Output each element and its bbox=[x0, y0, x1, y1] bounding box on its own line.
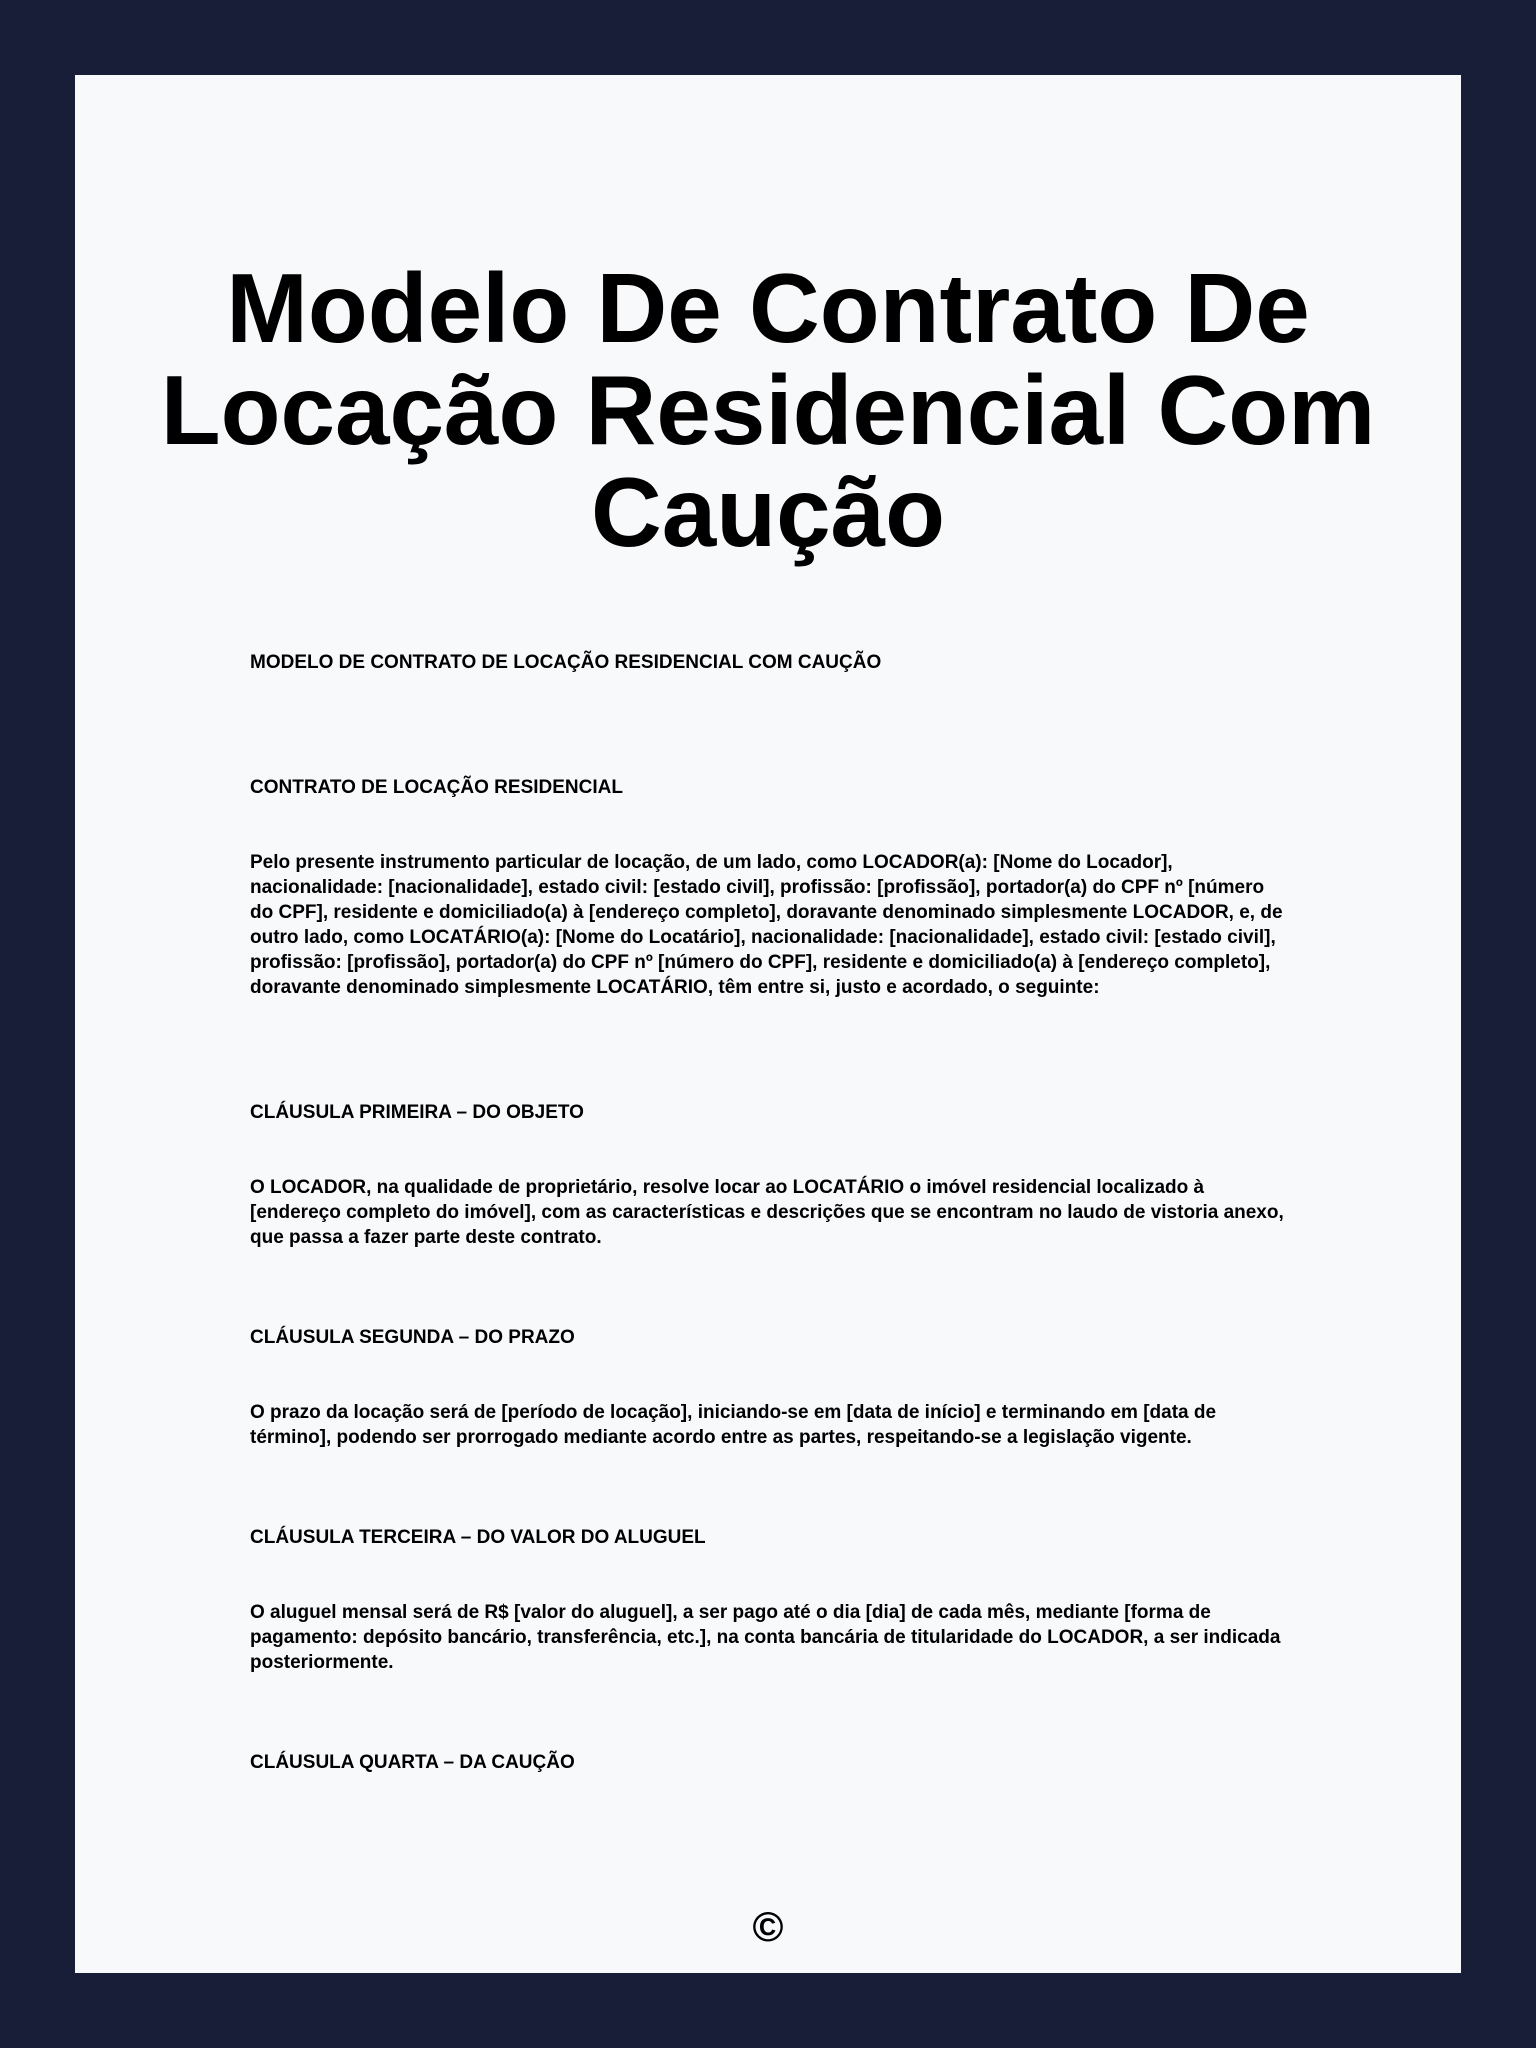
intro-paragraph: Pelo presente instrumento particular de locação, de um lado, como LOCADOR(a): [Nome do Locador], nacionalidade: [nacionalidade], estado civil: [estado civil], profissão: [profissão], portador(a) do CPF nº [número do CPF], residente e domiciliado(a) à [endereço completo], doravante denominado simplesmente LOCADOR, e, de outro lado, como LOCATÁRIO(a): [Nome do Locatário], nacionalidade: [nacionalidade], estado civil: [estado civil], profissão: [profissão], portador(a) do CPF nº [número do CPF], residente e domiciliado(a) à [endereço completo], doravante denominado simplesmente LOCATÁRIO, têm entre si, justo e acordado, o seguinte: bbox=[250, 852, 1283, 998]
clause-heading: CLÁUSULA TERCEIRA – DO VALOR DO ALUGUEL bbox=[250, 1527, 706, 1548]
clause-text: O LOCADOR, na qualidade de proprietário, resolve locar ao LOCATÁRIO o imóvel residencial localizado à [endereço completo do imóvel], com as características e descrições que se encontram no laudo de vistoria anexo, que passa a fazer parte deste contrato. bbox=[250, 1177, 1284, 1248]
clause-heading: CLÁUSULA QUARTA – DA CAUÇÃO bbox=[250, 1752, 575, 1773]
clause-heading: CLÁUSULA PRIMEIRA – DO OBJETO bbox=[250, 1102, 584, 1123]
clause-text: O prazo da locação será de [período de locação], iniciando-se em [data de início] e terminando em [data de término], podendo ser prorrogado mediante acordo entre as partes, respeitando-se a legislação vigente. bbox=[250, 1402, 1217, 1448]
page-title: Modelo De Contrato De Locação Residencial Com Caução bbox=[160, 253, 1376, 567]
clause-heading: CLÁUSULA SEGUNDA – DO PRAZO bbox=[250, 1327, 575, 1348]
contract-subheading: CONTRATO DE LOCAÇÃO RESIDENCIAL bbox=[250, 777, 623, 798]
document-heading: MODELO DE CONTRATO DE LOCAÇÃO RESIDENCIAL COM CAUÇÃO bbox=[250, 652, 882, 673]
copyright-icon: © bbox=[752, 1903, 784, 1950]
document-page bbox=[75, 75, 1461, 1973]
clause-text: O aluguel mensal será de R$ [valor do aluguel], a ser pago até o dia [dia] de cada mês, mediante [forma de pagamento: depósito bancário, transferência, etc.], na conta bancária de titularidade do LOCADOR, a ser indicada posteriormente. bbox=[250, 1602, 1281, 1673]
